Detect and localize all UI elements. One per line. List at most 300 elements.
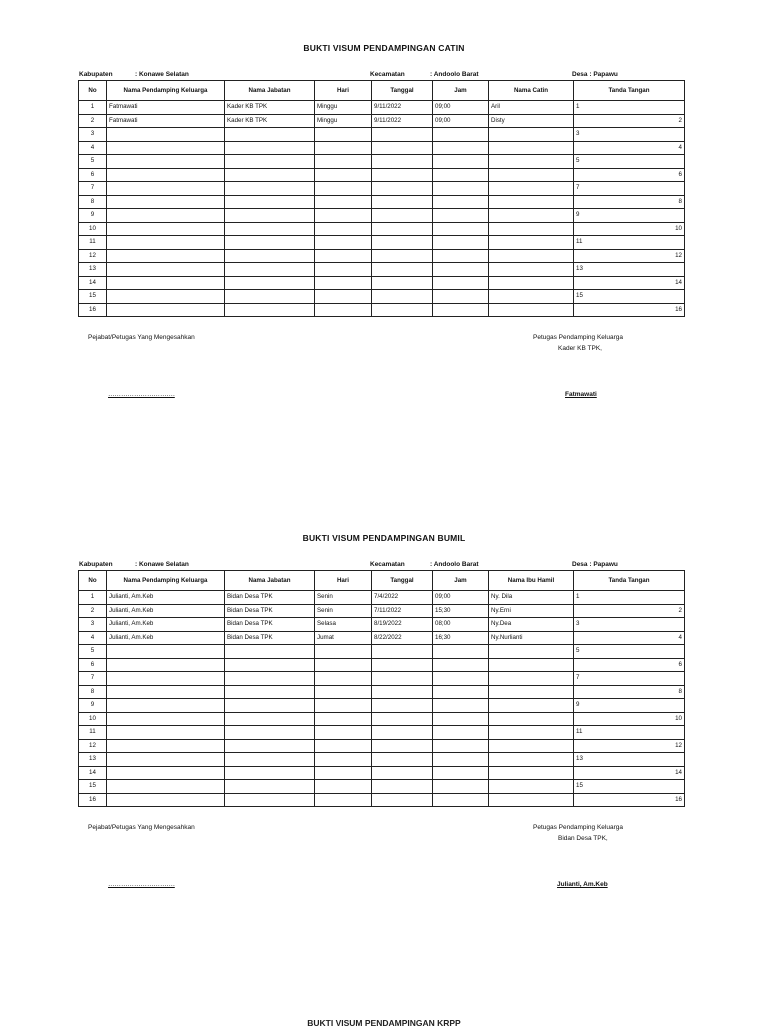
table-row <box>79 780 685 794</box>
cell-jam <box>433 753 489 767</box>
cell-nama <box>489 712 574 726</box>
cell-tanda-tangan: 3 <box>574 128 685 142</box>
cell-hari <box>315 222 372 236</box>
right-sign-label: Petugas Pendamping Keluarga <box>533 824 623 831</box>
cell-tanda-tangan: 13 <box>574 263 685 277</box>
column-header: No <box>79 571 107 591</box>
kabupaten-label: Kabupaten <box>79 561 113 568</box>
cell-no: 4 <box>79 631 107 645</box>
cell-hari <box>315 155 372 169</box>
cell-tanda-tangan: 12 <box>574 739 685 753</box>
cell-tanggal: 8/22/2022 <box>372 631 433 645</box>
cell-tanggal <box>372 685 433 699</box>
table-row <box>79 303 685 317</box>
cell-jabatan <box>225 780 315 794</box>
cell-hari <box>315 753 372 767</box>
cell-tanggal <box>372 290 433 304</box>
cell-nama <box>489 182 574 196</box>
cell-jam <box>433 141 489 155</box>
cell-tanda-tangan: 4 <box>574 631 685 645</box>
cell-hari <box>315 195 372 209</box>
table-row <box>79 128 685 142</box>
cell-pendamping <box>107 645 225 659</box>
column-header: Jam <box>433 571 489 591</box>
cell-pendamping <box>107 168 225 182</box>
kabupaten-label: Kabupaten <box>79 71 113 78</box>
cell-tanggal <box>372 249 433 263</box>
cell-no: 8 <box>79 195 107 209</box>
cell-nama <box>489 726 574 740</box>
cell-nama: Disty <box>489 114 574 128</box>
cell-tanggal <box>372 128 433 142</box>
column-header: Hari <box>315 571 372 591</box>
cell-hari <box>315 766 372 780</box>
table-row <box>79 182 685 196</box>
table-row <box>79 263 685 277</box>
cell-no: 6 <box>79 168 107 182</box>
table-header-row <box>79 81 685 101</box>
cell-no: 8 <box>79 685 107 699</box>
cell-pendamping <box>107 236 225 250</box>
cell-no: 11 <box>79 726 107 740</box>
cell-tanda-tangan: 9 <box>574 699 685 713</box>
cell-tanda-tangan: 10 <box>574 222 685 236</box>
cell-hari <box>315 263 372 277</box>
cell-pendamping <box>107 303 225 317</box>
cell-jabatan <box>225 672 315 686</box>
cell-tanda-tangan: 8 <box>574 195 685 209</box>
cell-tanggal <box>372 222 433 236</box>
cell-jam <box>433 128 489 142</box>
table-row <box>79 290 685 304</box>
cell-hari <box>315 168 372 182</box>
cell-pendamping: Fatmawati <box>107 114 225 128</box>
cell-pendamping <box>107 685 225 699</box>
cell-jam <box>433 685 489 699</box>
cell-nama <box>489 780 574 794</box>
cell-jabatan: Bidan Desa TPK <box>225 604 315 618</box>
cell-nama <box>489 276 574 290</box>
cell-jam <box>433 712 489 726</box>
cell-hari: Jumat <box>315 631 372 645</box>
cell-jam <box>433 699 489 713</box>
cell-no: 7 <box>79 672 107 686</box>
cell-jam <box>433 793 489 807</box>
right-sign-role: Bidan Desa TPK, <box>558 835 608 842</box>
cell-tanggal <box>372 263 433 277</box>
cell-tanda-tangan: 9 <box>574 209 685 223</box>
cell-hari <box>315 726 372 740</box>
cell-jam <box>433 168 489 182</box>
cell-jam <box>433 209 489 223</box>
table-row <box>79 222 685 236</box>
cell-nama <box>489 263 574 277</box>
cell-jam <box>433 195 489 209</box>
cell-pendamping <box>107 290 225 304</box>
cell-tanda-tangan: 3 <box>574 618 685 632</box>
cell-nama <box>489 209 574 223</box>
cell-tanda-tangan: 7 <box>574 672 685 686</box>
cell-jam <box>433 222 489 236</box>
cell-tanggal <box>372 303 433 317</box>
cell-tanggal <box>372 658 433 672</box>
cell-tanda-tangan: 10 <box>574 712 685 726</box>
cell-jabatan <box>225 739 315 753</box>
cell-hari: Senin <box>315 604 372 618</box>
cell-no: 14 <box>79 766 107 780</box>
cell-jabatan: Kader KB TPK <box>225 101 315 115</box>
table-row <box>79 631 685 645</box>
cell-jam <box>433 182 489 196</box>
table-row <box>79 604 685 618</box>
cell-pendamping: Julianti, Am.Keb <box>107 618 225 632</box>
cell-pendamping <box>107 128 225 142</box>
cell-tanda-tangan: 14 <box>574 766 685 780</box>
cell-tanggal <box>372 182 433 196</box>
cell-no: 3 <box>79 618 107 632</box>
column-header: Nama Jabatan <box>225 81 315 101</box>
column-header: Hari <box>315 81 372 101</box>
cell-tanggal <box>372 712 433 726</box>
cell-no: 3 <box>79 128 107 142</box>
cell-no: 12 <box>79 739 107 753</box>
kecamatan-value: : Andoolo Barat <box>430 71 479 78</box>
cell-jabatan <box>225 236 315 250</box>
cell-tanggal <box>372 168 433 182</box>
cell-nama <box>489 766 574 780</box>
cell-pendamping <box>107 195 225 209</box>
cell-jabatan <box>225 290 315 304</box>
cell-pendamping <box>107 753 225 767</box>
cell-tanda-tangan: 15 <box>574 780 685 794</box>
cell-no: 6 <box>79 658 107 672</box>
cell-no: 15 <box>79 780 107 794</box>
cell-tanggal <box>372 780 433 794</box>
cell-jabatan: Bidan Desa TPK <box>225 591 315 605</box>
cell-jabatan <box>225 263 315 277</box>
column-header: Nama Jabatan <box>225 571 315 591</box>
cell-hari <box>315 712 372 726</box>
cell-hari: Minggu <box>315 114 372 128</box>
cell-jam <box>433 263 489 277</box>
cell-jam <box>433 236 489 250</box>
cell-nama <box>489 155 574 169</box>
cell-no: 9 <box>79 699 107 713</box>
column-header: Tanda Tangan <box>574 571 685 591</box>
cell-nama <box>489 739 574 753</box>
cell-hari <box>315 303 372 317</box>
cell-tanggal <box>372 276 433 290</box>
cell-tanda-tangan: 4 <box>574 141 685 155</box>
cell-jabatan <box>225 222 315 236</box>
cell-jabatan <box>225 195 315 209</box>
cell-nama: Ny.Nurlianti <box>489 631 574 645</box>
cell-pendamping <box>107 780 225 794</box>
cell-pendamping <box>107 209 225 223</box>
cell-hari <box>315 793 372 807</box>
cell-no: 4 <box>79 141 107 155</box>
cell-tanggal <box>372 753 433 767</box>
cell-nama <box>489 303 574 317</box>
cell-pendamping: Julianti, Am.Keb <box>107 604 225 618</box>
cell-jabatan <box>225 793 315 807</box>
cell-tanda-tangan: 5 <box>574 645 685 659</box>
cell-no: 12 <box>79 249 107 263</box>
cell-jam <box>433 658 489 672</box>
cell-jam <box>433 645 489 659</box>
cell-hari <box>315 236 372 250</box>
left-sign-line: …………………………. <box>108 391 175 398</box>
kecamatan-label: Kecamatan <box>370 71 405 78</box>
column-header: No <box>79 81 107 101</box>
cell-tanggal: 8/19/2022 <box>372 618 433 632</box>
cell-hari <box>315 276 372 290</box>
cell-no: 2 <box>79 604 107 618</box>
cell-hari <box>315 699 372 713</box>
left-sign-label: Pejabat/Petugas Yang Mengesahkan <box>88 334 195 341</box>
cell-jam <box>433 766 489 780</box>
next-section-title: BUKTI VISUM PENDAMPINGAN KRPP <box>307 1018 461 1028</box>
kecamatan-label: Kecamatan <box>370 561 405 568</box>
table-row <box>79 618 685 632</box>
cell-pendamping <box>107 276 225 290</box>
cell-jabatan <box>225 658 315 672</box>
cell-nama: Ny.Dea <box>489 618 574 632</box>
cell-no: 1 <box>79 591 107 605</box>
left-sign-label: Pejabat/Petugas Yang Mengesahkan <box>88 824 195 831</box>
table-row <box>79 155 685 169</box>
cell-jam: 08;00 <box>433 618 489 632</box>
cell-nama: Ny.Erni <box>489 604 574 618</box>
cell-jabatan <box>225 209 315 223</box>
cell-nama <box>489 168 574 182</box>
cell-pendamping <box>107 793 225 807</box>
cell-tanggal <box>372 672 433 686</box>
cell-no: 13 <box>79 263 107 277</box>
cell-tanggal <box>372 699 433 713</box>
cell-jam: 09;00 <box>433 591 489 605</box>
cell-jam <box>433 155 489 169</box>
cell-pendamping <box>107 712 225 726</box>
cell-tanda-tangan: 11 <box>574 236 685 250</box>
cell-tanggal <box>372 645 433 659</box>
cell-no: 10 <box>79 712 107 726</box>
cell-jabatan <box>225 276 315 290</box>
cell-jam <box>433 726 489 740</box>
table-row <box>79 101 685 115</box>
cell-tanggal <box>372 236 433 250</box>
cell-no: 13 <box>79 753 107 767</box>
cell-hari: Senin <box>315 591 372 605</box>
cell-jam <box>433 303 489 317</box>
cell-tanda-tangan: 16 <box>574 303 685 317</box>
cell-tanggal <box>372 739 433 753</box>
cell-nama <box>489 236 574 250</box>
cell-pendamping <box>107 699 225 713</box>
cell-nama: Aril <box>489 101 574 115</box>
cell-jabatan <box>225 726 315 740</box>
cell-jam <box>433 780 489 794</box>
cell-tanda-tangan: 2 <box>574 604 685 618</box>
right-sign-label: Petugas Pendamping Keluarga <box>533 334 623 341</box>
cell-pendamping <box>107 658 225 672</box>
cell-tanggal: 7/4/2022 <box>372 591 433 605</box>
cell-tanggal: 9/11/2022 <box>372 114 433 128</box>
cell-tanda-tangan: 2 <box>574 114 685 128</box>
cell-hari <box>315 739 372 753</box>
table-row <box>79 766 685 780</box>
cell-tanggal: 9/11/2022 <box>372 101 433 115</box>
cell-pendamping <box>107 766 225 780</box>
cell-jam <box>433 672 489 686</box>
cell-tanda-tangan: 1 <box>574 101 685 115</box>
desa-label: Desa : Papawu <box>572 71 618 78</box>
cell-hari <box>315 672 372 686</box>
cell-no: 1 <box>79 101 107 115</box>
table-row <box>79 249 685 263</box>
cell-pendamping <box>107 726 225 740</box>
cell-jam <box>433 739 489 753</box>
cell-tanggal <box>372 766 433 780</box>
cell-jabatan <box>225 753 315 767</box>
cell-pendamping: Julianti, Am.Keb <box>107 591 225 605</box>
visum-table <box>78 80 685 317</box>
cell-no: 9 <box>79 209 107 223</box>
column-header: Jam <box>433 81 489 101</box>
cell-hari <box>315 290 372 304</box>
table-row <box>79 672 685 686</box>
cell-hari <box>315 685 372 699</box>
cell-tanda-tangan: 8 <box>574 685 685 699</box>
right-sign-name: Fatmawati <box>565 391 597 398</box>
cell-jam: 09;00 <box>433 101 489 115</box>
table-row <box>79 753 685 767</box>
cell-jabatan <box>225 699 315 713</box>
cell-jabatan <box>225 685 315 699</box>
cell-tanda-tangan: 14 <box>574 276 685 290</box>
cell-jam <box>433 290 489 304</box>
cell-jam <box>433 276 489 290</box>
table-row <box>79 276 685 290</box>
cell-no: 5 <box>79 155 107 169</box>
left-sign-line: …………………………. <box>108 881 175 888</box>
kabupaten-value: : Konawe Selatan <box>135 71 189 78</box>
table-row <box>79 168 685 182</box>
cell-jabatan <box>225 303 315 317</box>
cell-tanggal: 7/11/2022 <box>372 604 433 618</box>
table-row <box>79 793 685 807</box>
cell-jabatan: Bidan Desa TPK <box>225 618 315 632</box>
table-row <box>79 685 685 699</box>
cell-tanda-tangan: 15 <box>574 290 685 304</box>
table-row <box>79 658 685 672</box>
table-row <box>79 591 685 605</box>
cell-jabatan <box>225 645 315 659</box>
cell-tanda-tangan: 11 <box>574 726 685 740</box>
right-sign-role: Kader KB TPK, <box>558 345 602 352</box>
cell-tanda-tangan: 12 <box>574 249 685 263</box>
cell-no: 15 <box>79 290 107 304</box>
cell-jabatan <box>225 128 315 142</box>
cell-nama: Ny. Dila <box>489 591 574 605</box>
cell-jabatan <box>225 182 315 196</box>
table-row <box>79 209 685 223</box>
cell-hari <box>315 182 372 196</box>
cell-nama <box>489 645 574 659</box>
table-row <box>79 114 685 128</box>
column-header: Tanda Tangan <box>574 81 685 101</box>
table-row <box>79 645 685 659</box>
cell-no: 2 <box>79 114 107 128</box>
section-title: BUKTI VISUM PENDAMPINGAN BUMIL <box>302 533 466 543</box>
cell-nama <box>489 249 574 263</box>
table-row <box>79 712 685 726</box>
table-header-row <box>79 571 685 591</box>
cell-no: 7 <box>79 182 107 196</box>
cell-tanggal <box>372 141 433 155</box>
cell-jabatan <box>225 141 315 155</box>
cell-nama <box>489 128 574 142</box>
table-row <box>79 739 685 753</box>
cell-pendamping <box>107 155 225 169</box>
table-row <box>79 699 685 713</box>
cell-nama <box>489 753 574 767</box>
cell-tanggal <box>372 195 433 209</box>
cell-jabatan <box>225 168 315 182</box>
cell-tanggal <box>372 726 433 740</box>
cell-nama <box>489 672 574 686</box>
cell-nama <box>489 195 574 209</box>
section-title: BUKTI VISUM PENDAMPINGAN CATIN <box>303 43 465 53</box>
visum-table <box>78 570 685 807</box>
cell-hari: Selasa <box>315 618 372 632</box>
cell-tanggal <box>372 793 433 807</box>
cell-pendamping <box>107 263 225 277</box>
cell-jam: 15;30 <box>433 604 489 618</box>
cell-tanda-tangan: 13 <box>574 753 685 767</box>
cell-tanggal <box>372 209 433 223</box>
cell-hari <box>315 128 372 142</box>
cell-nama <box>489 793 574 807</box>
cell-pendamping: Fatmawati <box>107 101 225 115</box>
cell-no: 16 <box>79 303 107 317</box>
column-header: Nama Ibu Hamil <box>489 571 574 591</box>
cell-jabatan <box>225 766 315 780</box>
cell-nama <box>489 141 574 155</box>
cell-hari: Minggu <box>315 101 372 115</box>
cell-tanda-tangan: 7 <box>574 182 685 196</box>
cell-hari <box>315 141 372 155</box>
cell-no: 10 <box>79 222 107 236</box>
cell-pendamping: Julianti, Am.Keb <box>107 631 225 645</box>
cell-jam <box>433 249 489 263</box>
cell-jabatan: Kader KB TPK <box>225 114 315 128</box>
table-row <box>79 195 685 209</box>
cell-hari <box>315 209 372 223</box>
cell-tanda-tangan: 5 <box>574 155 685 169</box>
cell-pendamping <box>107 141 225 155</box>
cell-jam: 09;00 <box>433 114 489 128</box>
cell-hari <box>315 658 372 672</box>
column-header: Nama Pendamping Keluarga <box>107 81 225 101</box>
column-header: Tanggal <box>372 81 433 101</box>
table-row <box>79 141 685 155</box>
cell-nama <box>489 685 574 699</box>
column-header: Tanggal <box>372 571 433 591</box>
cell-tanda-tangan: 6 <box>574 168 685 182</box>
cell-jabatan: Bidan Desa TPK <box>225 631 315 645</box>
column-header: Nama Pendamping Keluarga <box>107 571 225 591</box>
